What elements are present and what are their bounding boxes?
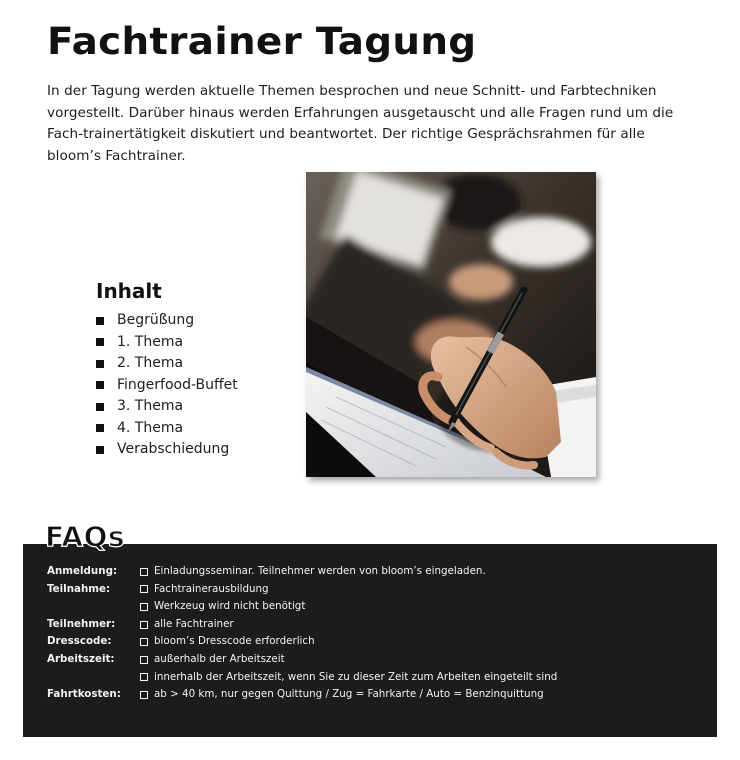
faq-item xyxy=(140,616,234,634)
square-bullet-icon xyxy=(96,424,104,432)
seminar-photo xyxy=(306,172,596,477)
page-title: Fachtrainer Tagung xyxy=(47,20,477,63)
faq-item-text: Fachtrainerausbildung xyxy=(154,582,269,595)
square-bullet-icon xyxy=(96,381,104,389)
faq-item xyxy=(140,686,544,704)
faq-item-text: ab > 40 km, nur gegen Quittung / Zug = Fahrkarte / Auto = Benzinquittung xyxy=(154,688,544,701)
square-bullet-icon xyxy=(96,446,104,454)
faq-item-text: Einladungsseminar. Teilnehmer werden von bloom’s eingeladen. xyxy=(154,565,486,577)
faq-item xyxy=(140,581,269,599)
list-item-text: 4. Thema xyxy=(117,419,184,436)
faq-item xyxy=(140,651,285,669)
content-list xyxy=(96,310,238,461)
square-bullet-icon xyxy=(96,317,104,325)
checkbox-icon xyxy=(140,638,148,646)
faq-label: Teilnahme: xyxy=(47,582,111,595)
faq-item xyxy=(140,563,486,581)
checkbox-icon xyxy=(140,603,148,611)
faq-row xyxy=(47,616,707,634)
checkbox-icon xyxy=(140,673,148,681)
checkbox-icon xyxy=(140,568,148,576)
intro-paragraph: In der Tagung werden aktuelle Themen besprochen und neue Schnitt- und Farbtechniken vorgestellt. Darüber hinaus werden Erfahrungen ausgetauscht und alle Fragen rund um die Fach-trainertätigkeit diskutiert und beantwortet. Der richtige Gesprächsrahmen für alle bloom’s Fachtrainer. xyxy=(47,83,674,164)
faq-heading: FAQs xyxy=(45,520,126,553)
list-item-text: 1. Thema xyxy=(117,333,184,350)
checkbox-icon xyxy=(140,656,148,664)
list-item-text: 3. Thema xyxy=(117,398,184,414)
list-item xyxy=(96,439,238,461)
content-heading: Inhalt xyxy=(96,279,162,303)
list-item-text: Verabschiedung xyxy=(117,441,230,457)
square-bullet-icon xyxy=(96,403,104,411)
faq-row xyxy=(47,598,707,616)
faq-row xyxy=(47,633,707,651)
faq-label: Arbeitszeit: xyxy=(47,652,115,665)
list-item xyxy=(96,332,238,354)
faq-row xyxy=(47,581,707,599)
list-item-text: Begrüßung xyxy=(117,312,195,328)
faq-label: Anmeldung: xyxy=(47,565,118,577)
checkbox-icon xyxy=(140,691,148,699)
faq-item xyxy=(140,633,315,651)
list-item xyxy=(96,310,238,332)
faq-item-text: alle Fachtrainer xyxy=(154,617,234,630)
faq-label: Dresscode: xyxy=(47,635,112,648)
square-bullet-icon xyxy=(96,338,104,346)
faq-list xyxy=(47,563,707,704)
faq-row xyxy=(47,563,707,581)
faq-item-text: außerhalb der Arbeitszeit xyxy=(154,652,285,665)
faq-row xyxy=(47,651,707,669)
faq-item-text: innerhalb der Arbeitszeit, wenn Sie zu dieser Zeit zum Arbeiten eingeteilt sind xyxy=(154,670,558,683)
faq-row xyxy=(47,686,707,704)
checkbox-icon xyxy=(140,621,148,629)
list-item xyxy=(96,375,238,397)
checkbox-icon xyxy=(140,585,148,593)
list-item xyxy=(96,353,238,375)
faq-label: Teilnehmer: xyxy=(47,617,116,630)
square-bullet-icon xyxy=(96,360,104,368)
faq-item-text: Werkzeug wird nicht benötigt xyxy=(154,600,306,613)
list-item xyxy=(96,396,238,418)
faq-label: Fahrtkosten: xyxy=(47,688,121,701)
list-item xyxy=(96,418,238,440)
list-item-text: 2. Thema xyxy=(117,355,184,371)
faq-item xyxy=(140,598,305,616)
faq-item xyxy=(140,669,557,687)
list-item-text: Fingerfood-Buffet xyxy=(117,376,238,393)
faq-row xyxy=(47,669,707,687)
faq-item-text: bloom’s Dresscode erforderlich xyxy=(154,635,315,648)
